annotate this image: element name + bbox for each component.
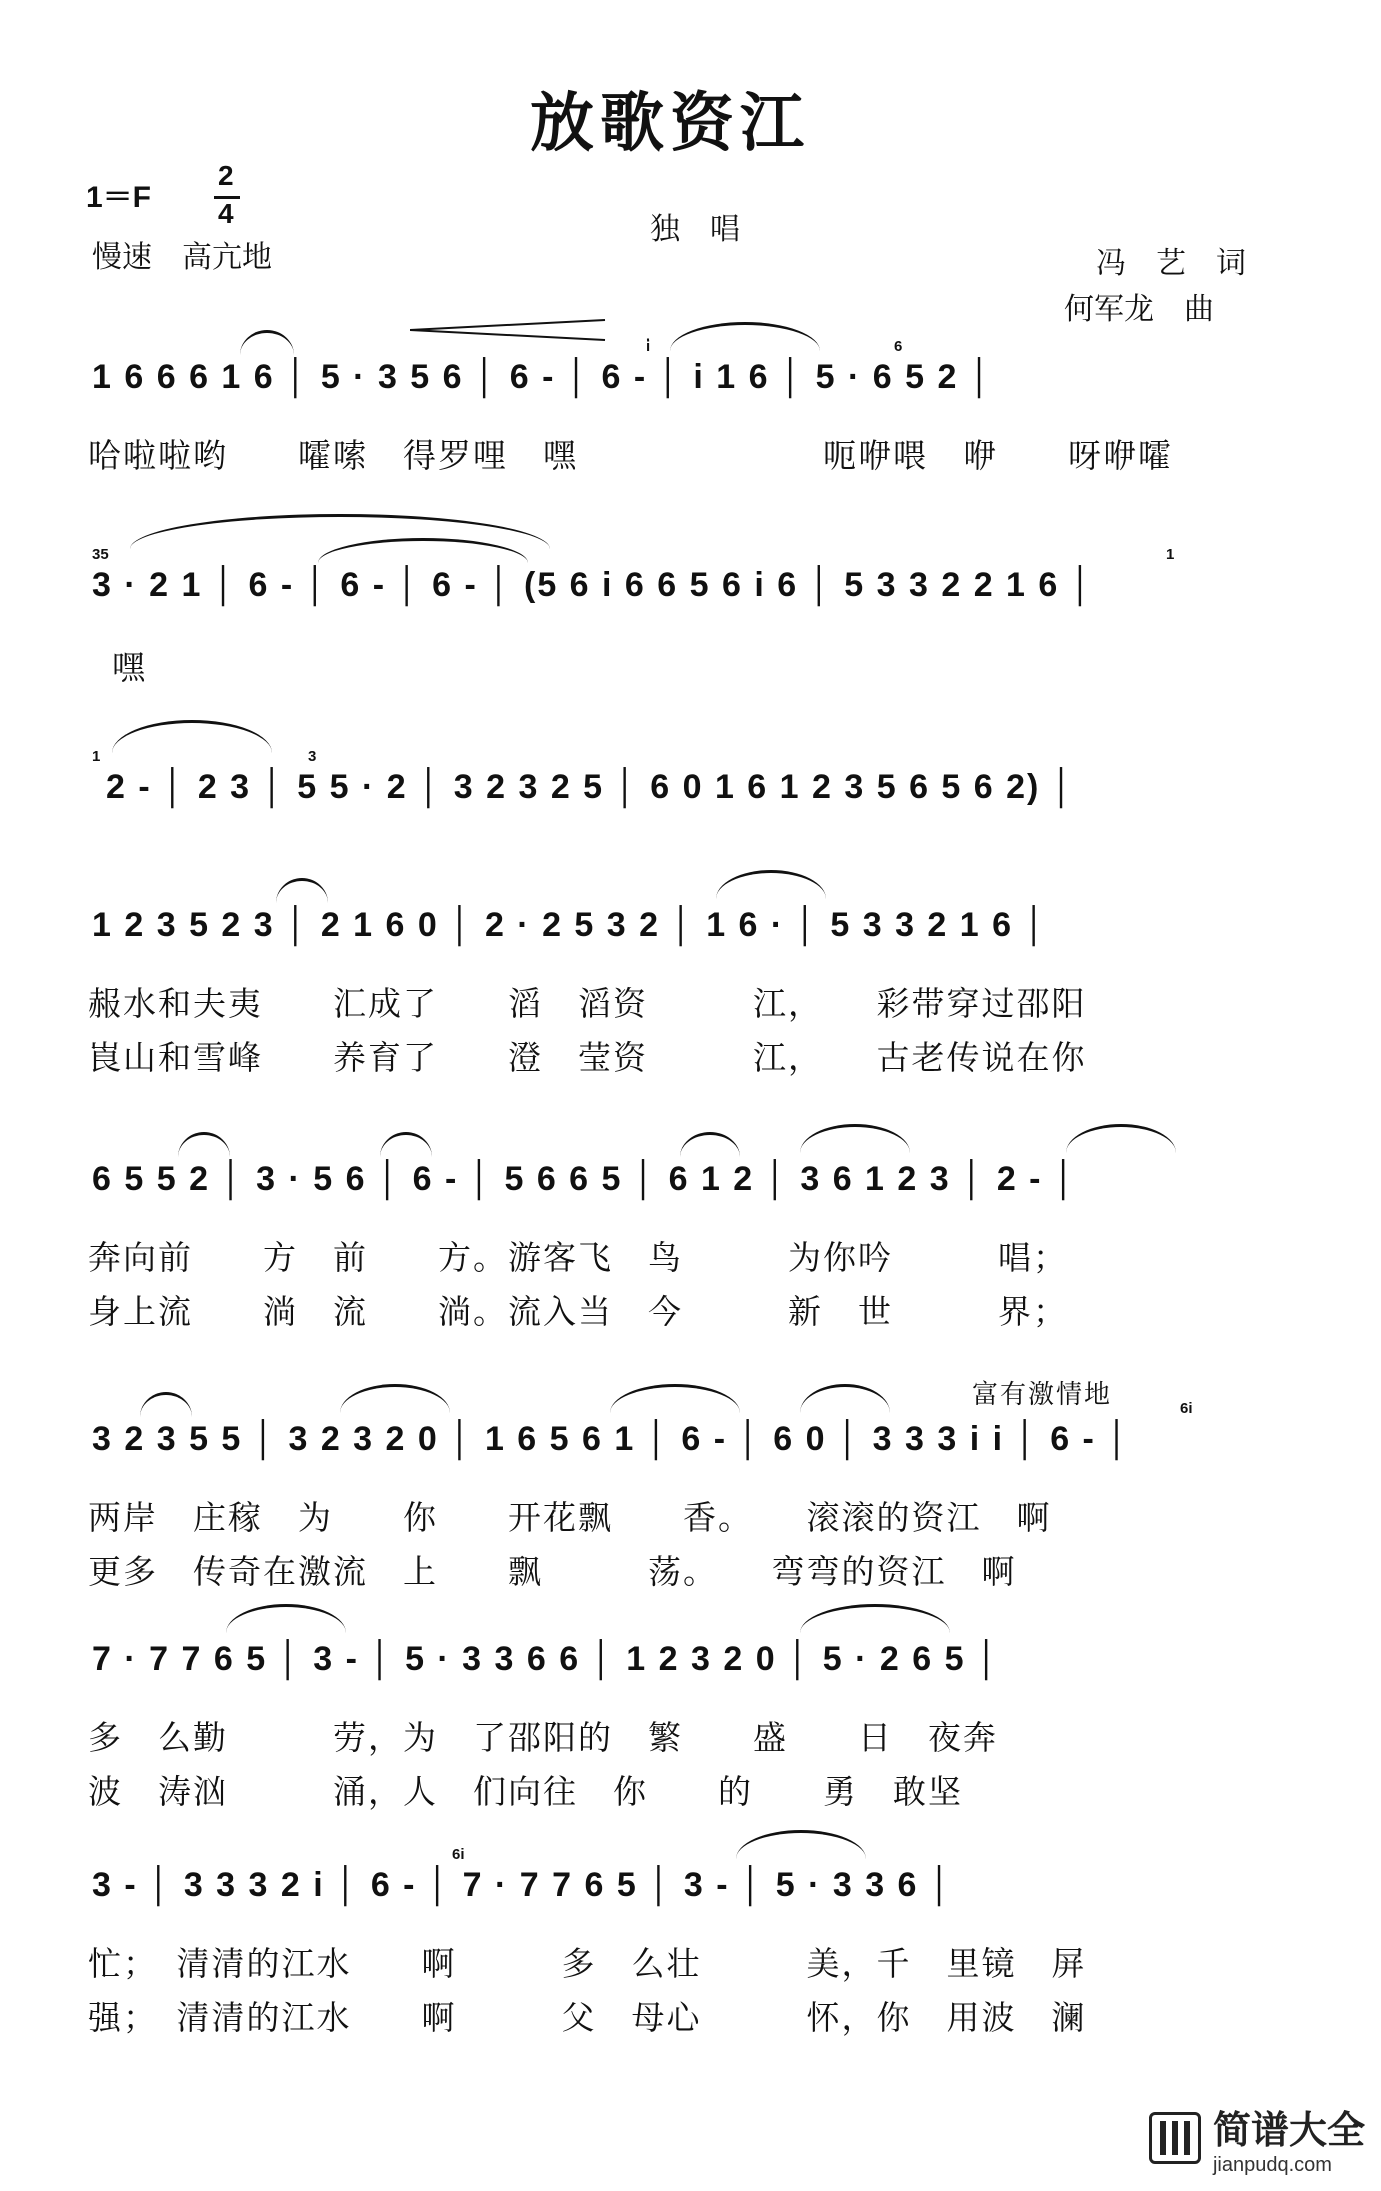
key-signature: 1＝F: [86, 181, 152, 214]
slur: [800, 1604, 950, 1633]
grace-note: 6i: [1180, 1400, 1193, 1417]
slur: [380, 1132, 432, 1157]
grace-note: 35: [92, 546, 109, 563]
notation-line: 3 2 3 5 5 │ 3 2 3 2 0 │ 1 6 5 6 1 │ 6 - │ 6 0 │ 3 3 3 i i │ 6 - │: [92, 1420, 1131, 1458]
slur: [800, 1124, 910, 1153]
lyric-line: 哈啦啦哟 嚯嗦 得罗哩 嘿 呃咿喂 咿 呀咿嚯: [88, 436, 1173, 475]
composer-credit: 何军龙 曲: [1064, 292, 1214, 327]
slur: [240, 330, 294, 355]
slur: [716, 870, 826, 899]
slur: [112, 720, 272, 753]
grace-note: i̇: [646, 338, 651, 355]
notation-line: 3 · 2 1 │ 6 - │ 6 - │ 6 - │ (5 6 i 6 6 5 6 i 6 │ 5 3 3 2 2 1 6 │: [92, 566, 1095, 604]
notation-line: 6 5 5 2 │ 3 · 5 6 │ 6 - │ 5 6 6 5 │ 6 1 2 │ 3 6 1 2 3 │ 2 - │: [92, 1160, 1078, 1198]
slur: [1066, 1124, 1176, 1153]
lyric-line: 奔向前 方 前 方。游客飞 鸟 为你吟 唱；: [88, 1238, 1068, 1277]
grace-note: 3: [308, 748, 317, 765]
slur: [670, 322, 820, 351]
notation-line: 1 2 3 5 2 3 │ 2 1 6 0 │ 2 · 2 5 3 2 │ 1 6 · │ 5 3 3 2 1 6 │: [92, 906, 1048, 944]
crescendo-hairpin: [410, 318, 610, 342]
slur: [680, 1132, 740, 1157]
notation-line: 2 - │ 2 3 │ 5 5 · 2 │ 3 2 3 2 5 │ 6 0 1 6 1 2 3 5 6 5 6 2) │: [106, 768, 1076, 806]
lyric-line: 嘿: [112, 648, 147, 687]
lyric-line: 崀山和雪峰 养育了 澄 莹资 江， 古老传说在你: [88, 1038, 1087, 1077]
site-logo: [1149, 2099, 1365, 2177]
lyric-line: 强； 清清的江水 啊 父 母心 怀，你 用波 澜: [88, 1998, 1087, 2037]
logo-name: 简谱大全: [1212, 2108, 1365, 2152]
notation-line: 7 · 7 7 6 5 │ 3 - │ 5 · 3 3 6 6 │ 1 2 3 2 0 │ 5 · 2 6 5 │: [92, 1640, 1001, 1678]
lyric-line: 多 么勤 劳，为 了邵阳的 繁 盛 日 夜奔: [88, 1718, 998, 1757]
lyric-line: 两岸 庄稼 为 你 开花飘 香。 滚滚的资江 啊: [88, 1498, 1052, 1537]
tempo-marking: 慢速 高亢地: [92, 240, 272, 275]
grace-note: 6: [894, 338, 903, 355]
grace-note: 1: [1166, 546, 1175, 563]
grace-note: 6i: [452, 1846, 465, 1863]
slur: [140, 1392, 192, 1417]
slur: [610, 1384, 740, 1413]
piano-keys-icon: [1149, 2112, 1201, 2164]
expression-marking: 富有激情地: [972, 1380, 1113, 1410]
lyric-line: 赧水和夫夷 汇成了 滔 滔资 江， 彩带穿过邵阳: [88, 984, 1087, 1023]
meter-bottom: 4: [218, 198, 234, 229]
slur: [276, 878, 328, 903]
slur: [800, 1384, 890, 1413]
meter-top: 2: [218, 160, 234, 191]
performance-type: 独 唱: [650, 212, 740, 247]
slur: [736, 1830, 866, 1859]
slur: [178, 1132, 230, 1157]
song-title: 放歌资江: [530, 86, 810, 161]
lyricist-credit: 冯 艺 词: [1096, 246, 1246, 281]
slur: [226, 1604, 346, 1633]
notation-line: 3 - │ 3 3 3 2 i │ 6 - │ 7 · 7 7 6 5 │ 3 - │ 5 · 3 3 6 │: [92, 1866, 954, 1904]
lyric-line: 更多 传奇在激流 上 飘 荡。 弯弯的资江 啊: [88, 1552, 1017, 1591]
grace-note: 1: [92, 748, 101, 765]
lyric-line: 身上流 淌 流 淌。流入当 今 新 世 界；: [88, 1292, 1068, 1331]
lyric-line: 忙； 清清的江水 啊 多 么壮 美，千 里镜 屏: [88, 1944, 1087, 1983]
notation-line: 1 6 6 6 1 6 │ 5 · 3 5 6 │ 6 - │ 6 - │ i 1 6 │ 5 · 6 5 2 │: [92, 358, 994, 396]
lyric-line: 波 涛汹 涌，人 们向往 你 的 勇 敢坚: [88, 1772, 963, 1811]
logo-url: jianpudq.com: [1212, 2154, 1332, 2176]
slur: [340, 1384, 450, 1413]
